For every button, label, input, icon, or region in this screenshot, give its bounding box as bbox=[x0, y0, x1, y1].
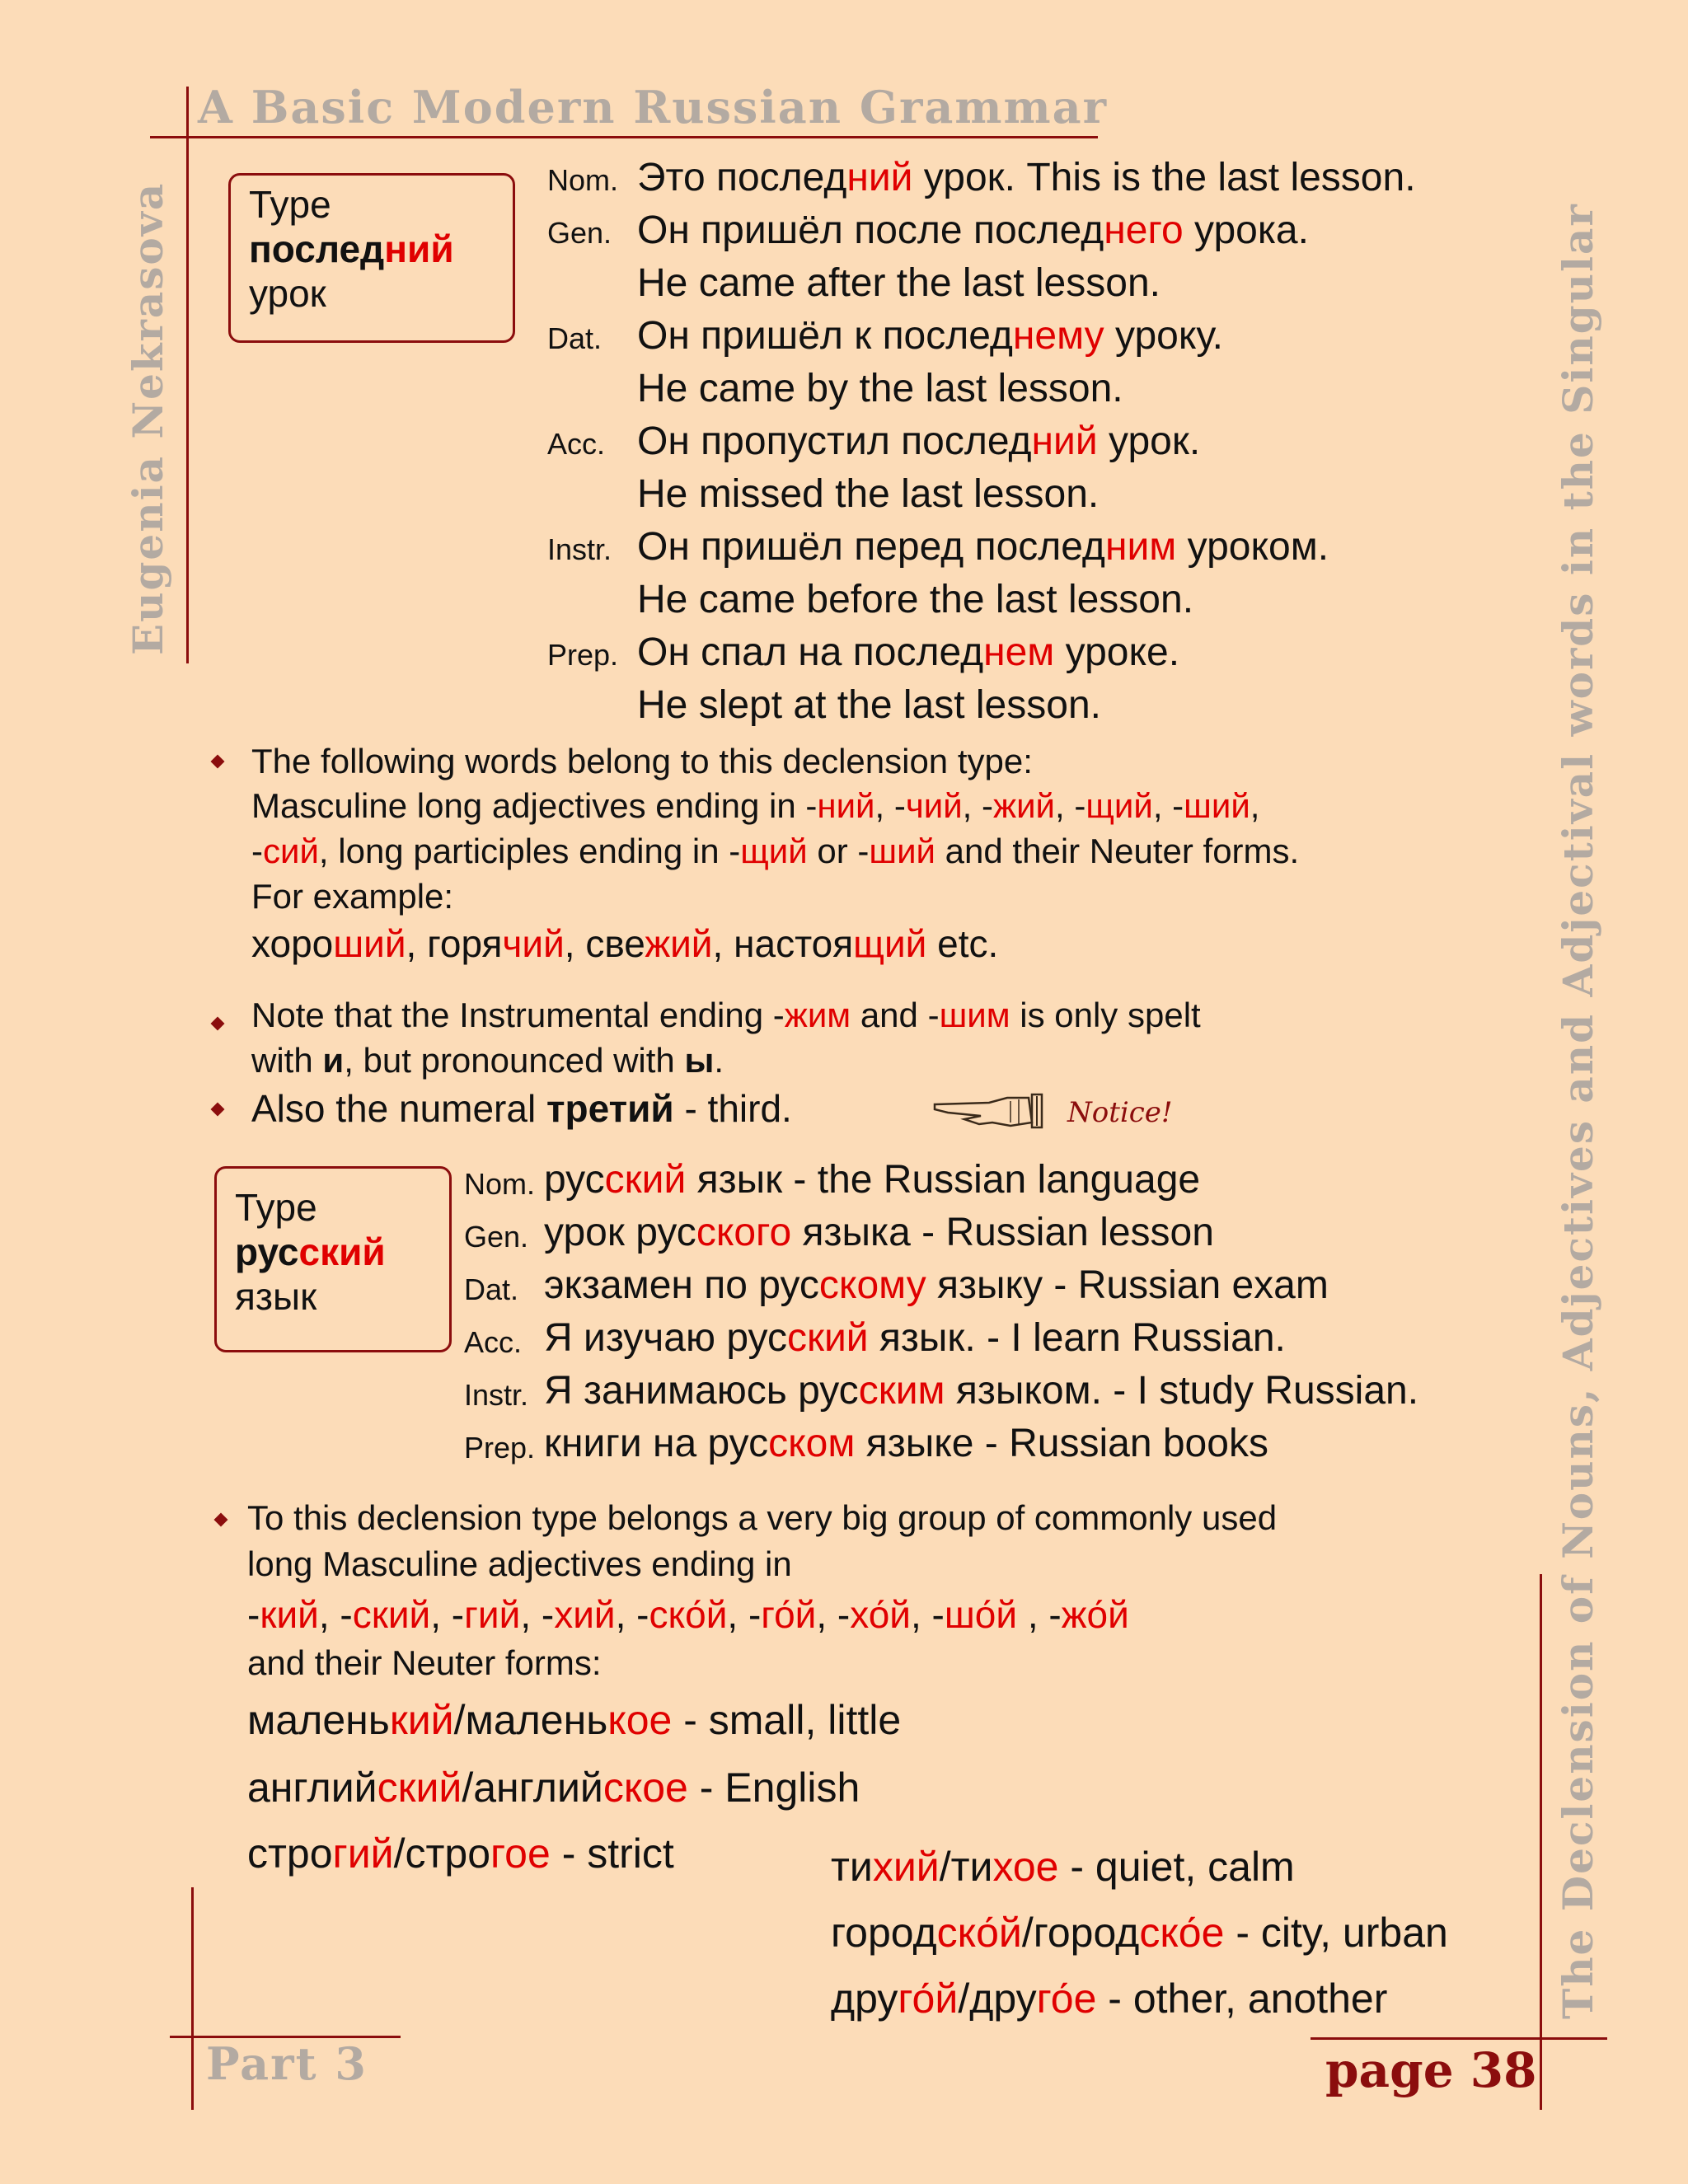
adjective-example: строгий/строгое - strict bbox=[247, 1830, 674, 1877]
type-box-posledniy bbox=[228, 173, 515, 343]
example-sentence: урок русского языка - Russian lesson bbox=[544, 1211, 1214, 1254]
note1-line2: Masculine long adjectives ending in -ний, -чий, -жий, -щий, -ший, bbox=[251, 786, 1260, 825]
english-translation: He came by the last lesson. bbox=[637, 367, 1123, 410]
header-title: A Basic Modern Russian Grammar bbox=[198, 81, 1109, 134]
adjective-example: маленький/маленькое - small, little bbox=[247, 1697, 902, 1743]
footer-page: page 38 bbox=[1325, 2042, 1537, 2098]
adjective-example: тихий/тихое - quiet, calm bbox=[831, 1844, 1295, 1890]
case-label: Gen. bbox=[464, 1220, 529, 1254]
adjective-example: английский/английское - English bbox=[247, 1765, 860, 1811]
russian-sentence: Он пришёл после последнего урока. bbox=[637, 209, 1309, 252]
chapter-vertical: The Declension of Nouns, Adjectives and Adjectival words in the Singular bbox=[1554, 203, 1602, 2019]
english-translation: He missed the last lesson. bbox=[637, 472, 1100, 516]
case-label: Dat. bbox=[547, 321, 603, 355]
footer-part: Part 3 bbox=[206, 2037, 368, 2090]
note2-line1: Note that the Instrumental ending -жим and -шим is only spelt bbox=[251, 996, 1201, 1034]
russian-sentence: Это последний урок. This is the last lesson. bbox=[637, 156, 1416, 199]
example-sentence: Я изучаю русский язык. - I learn Russian. bbox=[544, 1316, 1286, 1360]
note3-line1: To this declension type belongs a very big group of commonly used bbox=[247, 1498, 1278, 1537]
type-label: Type bbox=[249, 183, 331, 226]
russian-sentence: Он спал на последнем уроке. bbox=[637, 630, 1180, 674]
note1-examples: хороший, горячий, свежий, настоящий etc. bbox=[251, 922, 999, 965]
example-sentence: экзамен по русскому языку - Russian exam bbox=[544, 1263, 1329, 1307]
russian-sentence: Он пропустил последний урок. bbox=[637, 419, 1201, 463]
author-vertical: Eugenia Nekrasova bbox=[124, 181, 172, 655]
case-label: Acc. bbox=[464, 1325, 523, 1359]
note3-line2: long Masculine adjectives ending in bbox=[247, 1544, 792, 1583]
type-box-russkiy bbox=[214, 1166, 452, 1352]
notice-label: Notice! bbox=[1067, 1096, 1173, 1129]
note2-line3: Also the numeral третий - third. bbox=[251, 1087, 792, 1130]
example-sentence: русский язык - the Russian language bbox=[544, 1158, 1201, 1202]
bullet bbox=[211, 1017, 225, 1031]
case-label: Gen. bbox=[547, 216, 612, 250]
case-label: Dat. bbox=[464, 1272, 519, 1306]
top-left-vertical bbox=[186, 87, 189, 663]
adjective-example: друго́й/друго́е - other, another bbox=[831, 1975, 1388, 2022]
pointing-hand-icon bbox=[931, 1090, 1067, 1137]
type-noun: урок bbox=[249, 272, 326, 315]
type-word: русский bbox=[235, 1230, 386, 1273]
bottom-right-vertical bbox=[1540, 1574, 1542, 2110]
note1-line3: -сий, long participles ending in -щий or -ший and their Neuter forms. bbox=[251, 832, 1300, 870]
english-translation: He came after the last lesson. bbox=[637, 261, 1160, 305]
note2-line2: with и, but pronounced with ы. bbox=[251, 1041, 724, 1080]
bullet bbox=[211, 1103, 225, 1117]
example-sentence: Я занимаюсь русским языком. - I study Russian. bbox=[544, 1369, 1419, 1413]
type-label: Type bbox=[235, 1186, 317, 1229]
case-label: Prep. bbox=[464, 1431, 536, 1465]
case-label: Nom. bbox=[547, 163, 619, 197]
bullet bbox=[211, 755, 225, 769]
bullet bbox=[214, 1513, 228, 1527]
note1-line1: The following words belong to this declension type: bbox=[251, 742, 1033, 780]
case-label: Nom. bbox=[464, 1167, 536, 1201]
english-translation: He came before the last lesson. bbox=[637, 578, 1194, 621]
bottom-rule-right bbox=[1311, 2037, 1607, 2040]
case-label: Prep. bbox=[547, 638, 619, 672]
example-sentence: книги на русском языке - Russian books bbox=[544, 1422, 1268, 1465]
type-noun: язык bbox=[235, 1275, 317, 1318]
note3-endings: -кий, -ский, -гий, -хий, -ско́й, -го́й, -хо́й, -шо́й , -жо́й bbox=[247, 1593, 1129, 1636]
note3-line4: and their Neuter forms: bbox=[247, 1643, 602, 1682]
english-translation: He slept at the last lesson. bbox=[637, 683, 1101, 727]
adjective-example: городско́й/городско́е - city, urban bbox=[831, 1910, 1448, 1956]
case-label: Instr. bbox=[464, 1378, 529, 1412]
bottom-left-vertical bbox=[191, 1887, 194, 2110]
case-label: Instr. bbox=[547, 532, 612, 566]
top-rule bbox=[150, 136, 1098, 138]
note1-line4: For example: bbox=[251, 877, 454, 916]
russian-sentence: Он пришёл к последнему уроку. bbox=[637, 314, 1223, 358]
case-label: Acc. bbox=[547, 427, 606, 461]
type-word: последний bbox=[249, 227, 454, 270]
russian-sentence: Он пришёл перед последним уроком. bbox=[637, 525, 1329, 569]
